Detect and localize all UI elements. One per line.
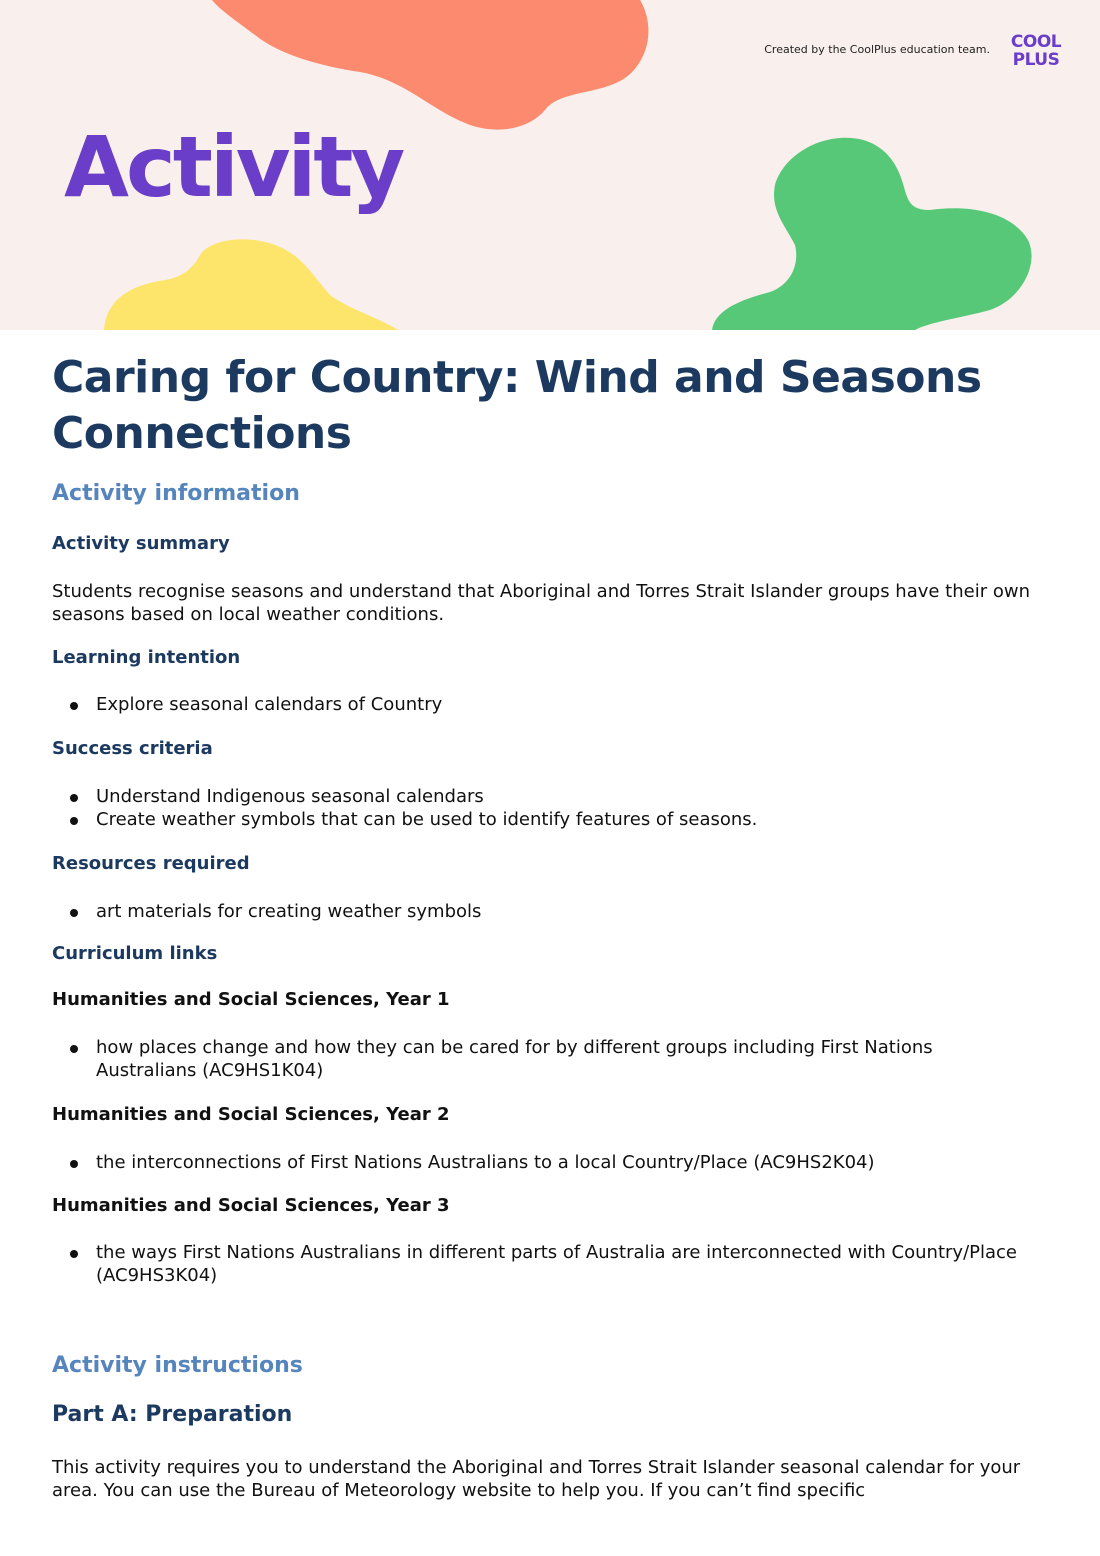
year2-heading: Humanities and Social Sciences, Year 2 — [52, 1104, 450, 1125]
curriculum-heading: Curriculum links — [52, 943, 218, 964]
bullet-icon — [70, 817, 78, 825]
list-item — [52, 808, 1032, 831]
list-item-text: the ways First Nations Australians in different parts of Australia are interconnected with Country/Place (AC9HS3K04) — [96, 1242, 1017, 1286]
list-item — [52, 900, 1032, 923]
header-banner — [0, 0, 1100, 330]
year3-list — [52, 1241, 1032, 1287]
parta-heading: Part A: Preparation — [52, 1402, 293, 1427]
year1-list — [52, 1036, 1032, 1082]
green-blob — [712, 138, 1032, 330]
list-item-text: Explore seasonal calendars of Country — [96, 694, 443, 715]
resources-list — [52, 900, 1032, 923]
intention-heading: Learning intention — [52, 647, 241, 668]
page-title: Caring for Country: Wind and Seasons Connections — [52, 352, 982, 459]
list-item — [52, 1241, 1032, 1287]
list-item — [52, 693, 1032, 716]
list-item — [52, 785, 1032, 808]
bullet-icon — [70, 702, 78, 710]
summary-text: Students recognise seasons and understand that Aboriginal and Torres Strait Islander groups have their own seasons based on local weather conditions. — [52, 581, 1030, 625]
bullet-icon — [70, 909, 78, 917]
list-item-text: the interconnections of First Nations Australians to a local Country/Place (AC9HS2K04) — [96, 1152, 875, 1173]
activity-heading: Activity — [64, 118, 403, 216]
activity-information-heading: Activity information — [52, 481, 300, 506]
list-item-text: Create weather symbols that can be used to identify features of seasons. — [96, 809, 758, 830]
year2-list — [52, 1151, 1032, 1174]
year3-heading: Humanities and Social Sciences, Year 3 — [52, 1195, 450, 1216]
success-list — [52, 785, 1032, 831]
list-item-text: art materials for creating weather symbols — [96, 901, 482, 922]
success-heading: Success criteria — [52, 738, 213, 759]
yellow-blob — [104, 239, 398, 330]
parta-text: This activity requires you to understand the Aboriginal and Torres Strait Islander seasonal calendar for your area. You can use the Bureau of Meteorology website to help you. If you can’t find specific — [52, 1457, 1021, 1501]
bullet-icon — [70, 794, 78, 802]
activity-instructions-heading: Activity instructions — [52, 1353, 303, 1378]
resources-heading: Resources required — [52, 853, 250, 874]
credit-text: Created by the CoolPlus education team. — [764, 43, 990, 56]
logo-line-1: COOL — [1010, 32, 1062, 52]
bullet-icon — [70, 1250, 78, 1258]
year1-heading: Humanities and Social Sciences, Year 1 — [52, 989, 450, 1010]
bullet-icon — [70, 1045, 78, 1053]
list-item — [52, 1151, 1032, 1174]
logo-line-2: PLUS — [1012, 50, 1060, 70]
orange-blob — [212, 0, 648, 130]
list-item — [52, 1036, 1032, 1082]
coolplus-logo — [1003, 33, 1069, 73]
list-item-text: Understand Indigenous seasonal calendars — [96, 786, 484, 807]
bullet-icon — [70, 1160, 78, 1168]
intention-list — [52, 693, 1032, 716]
summary-heading: Activity summary — [52, 533, 230, 554]
title-block — [52, 350, 1052, 462]
list-item-text: how places change and how they can be cared for by different groups including First Nations Australians (AC9HS1K04) — [96, 1037, 933, 1081]
